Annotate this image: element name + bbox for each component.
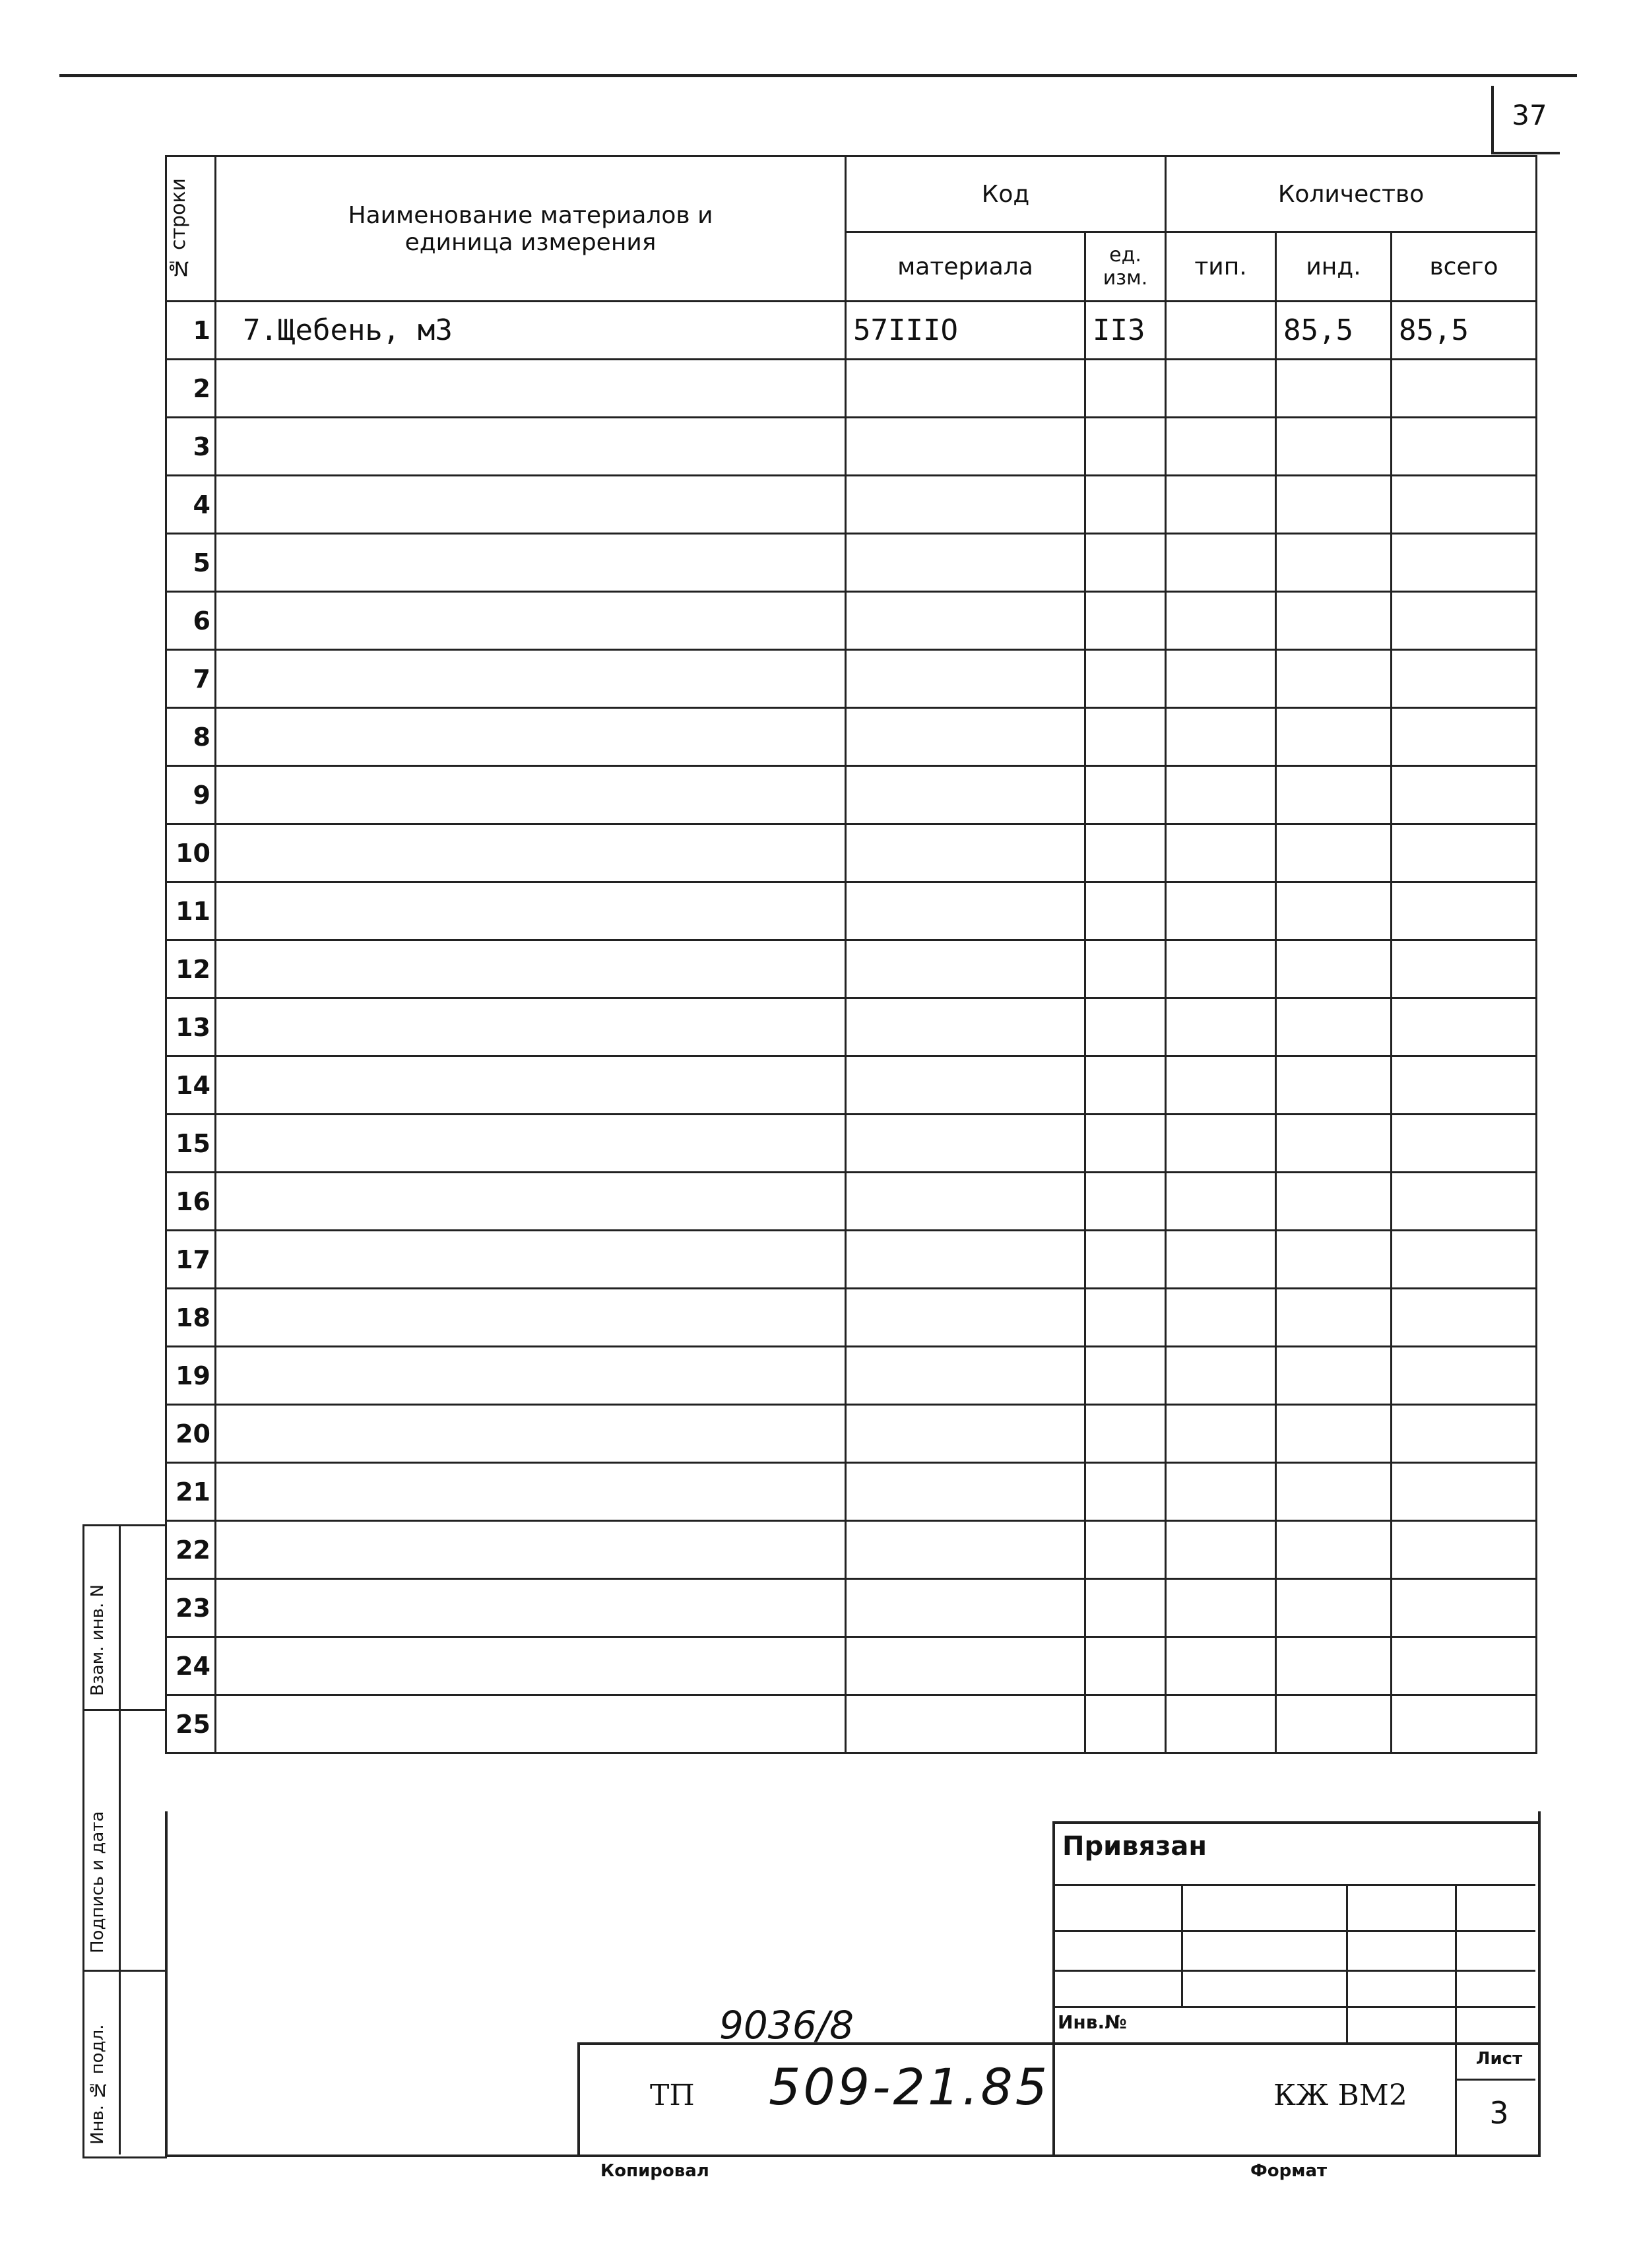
qty-ind	[1276, 1347, 1392, 1405]
header-name: Наименование материалов и единица измерения	[216, 156, 846, 302]
material-code	[846, 1579, 1085, 1637]
qty-total	[1392, 650, 1537, 708]
qty-typ	[1166, 1115, 1276, 1173]
qty-ind	[1276, 1289, 1392, 1347]
row-number: 4	[166, 476, 216, 534]
row-number: 16	[166, 1173, 216, 1231]
material-code	[846, 1115, 1085, 1173]
material-name	[216, 1579, 846, 1637]
header-unit: ед. изм.	[1085, 232, 1166, 302]
qty-typ	[1166, 1347, 1276, 1405]
unit-code	[1085, 1405, 1166, 1463]
table-row	[166, 882, 1537, 940]
qty-total	[1392, 882, 1537, 940]
unit-code	[1085, 1231, 1166, 1289]
table-row	[166, 1115, 1537, 1173]
qty-typ	[1166, 592, 1276, 650]
qty-ind	[1276, 476, 1392, 534]
qty-total	[1392, 940, 1537, 998]
stamp-vline	[1181, 1884, 1183, 2006]
table-row	[166, 940, 1537, 998]
material-name	[216, 1463, 846, 1521]
material-name	[216, 534, 846, 592]
qty-ind	[1276, 824, 1392, 882]
qty-ind	[1276, 1056, 1392, 1115]
qty-ind	[1276, 1231, 1392, 1289]
qty-ind	[1276, 1115, 1392, 1173]
unit-code	[1085, 1289, 1166, 1347]
qty-ind: 85,5	[1276, 302, 1392, 360]
row-number: 1	[166, 302, 216, 360]
qty-ind	[1276, 1405, 1392, 1463]
material-code	[846, 1637, 1085, 1695]
qty-ind	[1276, 998, 1392, 1056]
qty-typ	[1166, 360, 1276, 418]
qty-typ	[1166, 1463, 1276, 1521]
qty-typ	[1166, 882, 1276, 940]
row-number: 8	[166, 708, 216, 766]
qty-typ	[1166, 302, 1276, 360]
page-number: 37	[1512, 99, 1547, 131]
top-rule	[59, 74, 1577, 77]
qty-total	[1392, 1347, 1537, 1405]
qty-total	[1392, 824, 1537, 882]
qty-typ	[1166, 998, 1276, 1056]
qty-ind	[1276, 940, 1392, 998]
material-name	[216, 1695, 846, 1753]
stamp-title: Привязан	[1062, 1831, 1207, 1862]
stamp-line	[1052, 1970, 1535, 1972]
qty-ind	[1276, 1579, 1392, 1637]
unit-code	[1085, 1463, 1166, 1521]
material-name	[216, 766, 846, 824]
table-row	[166, 418, 1537, 476]
row-number: 7	[166, 650, 216, 708]
unit-code	[1085, 418, 1166, 476]
row-number: 2	[166, 360, 216, 418]
unit-code	[1085, 1173, 1166, 1231]
unit-code	[1085, 882, 1166, 940]
row-number: 19	[166, 1347, 216, 1405]
unit-code	[1085, 940, 1166, 998]
qty-ind	[1276, 882, 1392, 940]
table-row	[166, 1347, 1537, 1405]
qty-ind	[1276, 1173, 1392, 1231]
footer-copied: Копировал	[600, 2161, 709, 2181]
row-number: 14	[166, 1056, 216, 1115]
qty-total	[1392, 998, 1537, 1056]
table-row	[166, 592, 1537, 650]
material-name	[216, 1231, 846, 1289]
material-code	[846, 418, 1085, 476]
unit-code	[1085, 1347, 1166, 1405]
row-number: 20	[166, 1405, 216, 1463]
material-name	[216, 708, 846, 766]
material-code	[846, 360, 1085, 418]
material-code: 57IIIO	[846, 302, 1085, 360]
table-row	[166, 360, 1537, 418]
inv-no-label: Инв.№	[1058, 2011, 1127, 2033]
row-number: 9	[166, 766, 216, 824]
stamp-line	[1052, 1930, 1535, 1932]
side-label-inv-podl: Инв. № подл.	[88, 2024, 108, 2145]
sheet-divider	[1455, 2079, 1535, 2081]
material-code	[846, 1056, 1085, 1115]
material-name	[216, 940, 846, 998]
qty-typ	[1166, 1056, 1276, 1115]
unit-code	[1085, 650, 1166, 708]
header-code: Код	[846, 156, 1166, 232]
side-strip-separator	[82, 1970, 165, 1972]
qty-total	[1392, 476, 1537, 534]
qty-total	[1392, 1579, 1537, 1637]
row-number: 5	[166, 534, 216, 592]
material-code	[846, 592, 1085, 650]
table-row	[166, 1405, 1537, 1463]
row-number: 18	[166, 1289, 216, 1347]
material-code	[846, 1289, 1085, 1347]
row-number: 11	[166, 882, 216, 940]
row-number: 25	[166, 1695, 216, 1753]
qty-total	[1392, 1056, 1537, 1115]
qty-total	[1392, 1115, 1537, 1173]
qty-total: 85,5	[1392, 302, 1537, 360]
unit-code	[1085, 1637, 1166, 1695]
qty-typ	[1166, 650, 1276, 708]
unit-code	[1085, 592, 1166, 650]
material-name: 7.Щебень, м3	[216, 302, 846, 360]
qty-typ	[1166, 1173, 1276, 1231]
unit-code	[1085, 766, 1166, 824]
qty-typ	[1166, 1289, 1276, 1347]
unit-code	[1085, 534, 1166, 592]
material-code	[846, 998, 1085, 1056]
qty-total	[1392, 766, 1537, 824]
table-row	[166, 1695, 1537, 1753]
qty-total	[1392, 1695, 1537, 1753]
sheet-number: 3	[1489, 2095, 1509, 2131]
row-number: 13	[166, 998, 216, 1056]
material-name	[216, 1115, 846, 1173]
material-name	[216, 1289, 846, 1347]
qty-ind	[1276, 1695, 1392, 1753]
row-number: 10	[166, 824, 216, 882]
qty-typ	[1166, 824, 1276, 882]
material-name	[216, 592, 846, 650]
qty-ind	[1276, 418, 1392, 476]
qty-total	[1392, 1173, 1537, 1231]
qty-ind	[1276, 1521, 1392, 1579]
qty-ind	[1276, 534, 1392, 592]
qty-typ	[1166, 940, 1276, 998]
qty-total	[1392, 1637, 1537, 1695]
material-code	[846, 1405, 1085, 1463]
table-row	[166, 1579, 1537, 1637]
material-name	[216, 1173, 846, 1231]
unit-code: II3	[1085, 302, 1166, 360]
material-name	[216, 418, 846, 476]
table-row	[166, 1231, 1537, 1289]
qty-ind	[1276, 360, 1392, 418]
table-row	[166, 476, 1537, 534]
title-tp: ТП	[650, 2079, 695, 2112]
header-total: всего	[1392, 232, 1537, 302]
table-row	[166, 1463, 1537, 1521]
unit-code	[1085, 1579, 1166, 1637]
table-row	[166, 824, 1537, 882]
material-name	[216, 650, 846, 708]
unit-code	[1085, 824, 1166, 882]
handwritten-number: 9036/8	[719, 2003, 854, 2048]
qty-total	[1392, 1231, 1537, 1289]
header-typ: тип.	[1166, 232, 1276, 302]
material-name	[216, 824, 846, 882]
qty-typ	[1166, 1637, 1276, 1695]
row-number: 22	[166, 1521, 216, 1579]
material-name	[216, 476, 846, 534]
unit-code	[1085, 1695, 1166, 1753]
qty-ind	[1276, 1463, 1392, 1521]
material-name	[216, 998, 846, 1056]
qty-typ	[1166, 1579, 1276, 1637]
qty-ind	[1276, 592, 1392, 650]
material-code	[846, 708, 1085, 766]
unit-code	[1085, 708, 1166, 766]
qty-total	[1392, 592, 1537, 650]
qty-total	[1392, 534, 1537, 592]
material-code	[846, 650, 1085, 708]
row-number: 3	[166, 418, 216, 476]
qty-total	[1392, 1289, 1537, 1347]
unit-code	[1085, 360, 1166, 418]
qty-total	[1392, 1463, 1537, 1521]
header-material: материала	[846, 232, 1085, 302]
unit-code	[1085, 1521, 1166, 1579]
table-row	[166, 650, 1537, 708]
material-name	[216, 1637, 846, 1695]
materials-table	[165, 155, 1537, 1754]
table-row	[166, 1056, 1537, 1115]
header-quantity: Количество	[1166, 156, 1537, 232]
footer-format: Формат	[1250, 2161, 1328, 2181]
row-number: 24	[166, 1637, 216, 1695]
row-number: 17	[166, 1231, 216, 1289]
table-row	[166, 1173, 1537, 1231]
row-number: 21	[166, 1463, 216, 1521]
qty-typ	[1166, 1695, 1276, 1753]
qty-ind	[1276, 766, 1392, 824]
table-row	[166, 1637, 1537, 1695]
material-code	[846, 534, 1085, 592]
row-number: 15	[166, 1115, 216, 1173]
sheet-label: Лист	[1475, 2049, 1523, 2069]
material-name	[216, 1347, 846, 1405]
qty-total	[1392, 1405, 1537, 1463]
qty-typ	[1166, 1405, 1276, 1463]
table-row	[166, 1289, 1537, 1347]
table-row	[166, 708, 1537, 766]
side-strip-separator	[82, 1709, 165, 1711]
material-name	[216, 1405, 846, 1463]
stamp-vline	[1346, 1884, 1348, 2042]
qty-total	[1392, 360, 1537, 418]
row-number: 12	[166, 940, 216, 998]
qty-total	[1392, 708, 1537, 766]
unit-code	[1085, 476, 1166, 534]
unit-code	[1085, 998, 1166, 1056]
qty-ind	[1276, 708, 1392, 766]
material-code	[846, 1231, 1085, 1289]
material-name	[216, 360, 846, 418]
material-code	[846, 1173, 1085, 1231]
stamp-line	[1052, 1884, 1535, 1886]
material-code	[846, 940, 1085, 998]
material-code	[846, 1347, 1085, 1405]
qty-typ	[1166, 476, 1276, 534]
material-code	[846, 1521, 1085, 1579]
table-row	[166, 998, 1537, 1056]
qty-ind	[1276, 1637, 1392, 1695]
side-label-podpis: Подпись и дата	[88, 1811, 108, 1953]
row-number: 6	[166, 592, 216, 650]
qty-typ	[1166, 534, 1276, 592]
qty-typ	[1166, 1231, 1276, 1289]
table-row	[166, 766, 1537, 824]
material-code	[846, 766, 1085, 824]
unit-code	[1085, 1056, 1166, 1115]
material-name	[216, 882, 846, 940]
unit-code	[1085, 1115, 1166, 1173]
material-name	[216, 1521, 846, 1579]
side-strip-divider	[119, 1524, 121, 2155]
qty-typ	[1166, 1521, 1276, 1579]
material-name	[216, 1056, 846, 1115]
table-row	[166, 534, 1537, 592]
qty-typ	[1166, 766, 1276, 824]
material-code	[846, 476, 1085, 534]
row-number: 23	[166, 1579, 216, 1637]
title-code: 509-21.85	[769, 2057, 1050, 2116]
material-code	[846, 1463, 1085, 1521]
title-doc: КЖ ВМ2	[1273, 2079, 1407, 2112]
qty-ind	[1276, 650, 1392, 708]
header-ind: инд.	[1276, 232, 1392, 302]
qty-total	[1392, 1521, 1537, 1579]
table-row	[166, 302, 1537, 360]
table-row	[166, 1521, 1537, 1579]
stamp-line	[1052, 2006, 1535, 2008]
header-row-no: № строки	[166, 156, 216, 302]
material-code	[846, 1695, 1085, 1753]
qty-typ	[1166, 708, 1276, 766]
qty-total	[1392, 418, 1537, 476]
qty-typ	[1166, 418, 1276, 476]
material-code	[846, 824, 1085, 882]
side-label-vzam: Взам. инв. N	[88, 1584, 108, 1696]
material-code	[846, 882, 1085, 940]
